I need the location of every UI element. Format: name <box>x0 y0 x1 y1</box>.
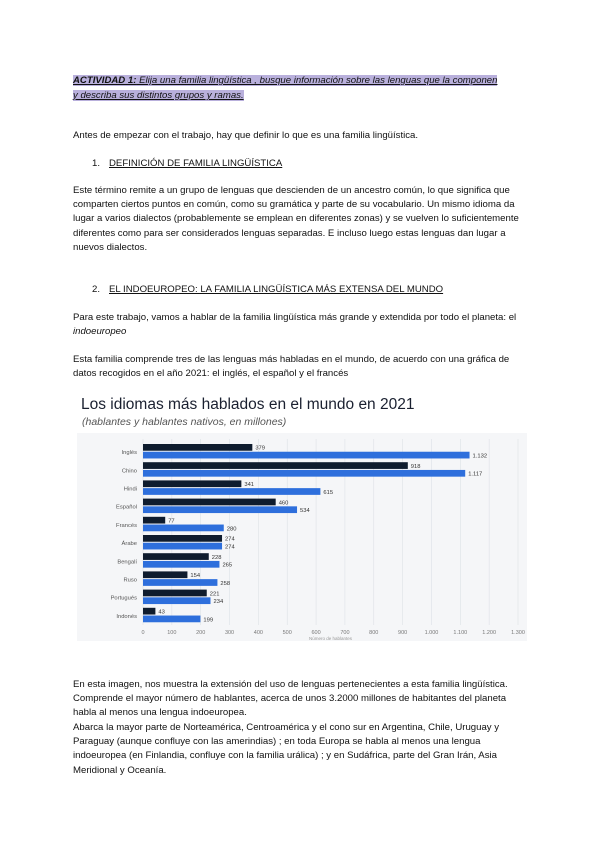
bar-value-label: 265 <box>222 562 233 569</box>
category-label: Francés <box>116 522 137 529</box>
bar <box>143 597 211 604</box>
section1-number: 1. <box>92 158 101 169</box>
bar-value-label: 77 <box>168 518 175 525</box>
bar-value-label: 341 <box>244 482 255 489</box>
category-label: Indonés <box>116 613 137 620</box>
bar <box>143 499 276 506</box>
bar-value-label: 918 <box>410 463 421 470</box>
bar <box>143 535 222 542</box>
bar <box>143 525 224 532</box>
bar <box>143 488 320 495</box>
bar-value-label: 274 <box>225 536 235 543</box>
x-tick-label: 1.100 <box>453 630 468 636</box>
intro-paragraph: Antes de empezar con el trabajo, hay que definir lo que es una familia lingüística. <box>73 130 419 141</box>
section2-p1-italic: indoeuropeo <box>73 326 127 338</box>
bar <box>143 444 252 451</box>
category-label: Bengalí <box>117 559 137 566</box>
activity-label: ACTIVIDAD 1: <box>73 75 137 86</box>
bar-value-label: 228 <box>211 554 222 561</box>
bar <box>143 452 470 459</box>
x-tick-label: 500 <box>282 630 292 636</box>
category-label: Chino <box>121 468 137 475</box>
section2-title: EL INDOEUROPEO: LA FAMILIA LINGÜÍSTICA MÁS EXTENSA DEL MUNDO <box>109 284 444 295</box>
x-tick-label: 1.000 <box>424 630 439 636</box>
bar-value-label: 1.132 <box>472 453 488 460</box>
category-label: Portugués <box>110 595 137 602</box>
category-label: Árabe <box>121 541 137 548</box>
activity-heading <box>73 73 503 103</box>
x-tick-label: 400 <box>253 630 263 636</box>
bar-value-label: 43 <box>158 609 165 616</box>
section2-paragraph-2: Esta familia comprende tres de las lenguas más habladas en el mundo, de acuerdo con una gráfica de datos recogidos en el año 2021: el inglés, el español y el francés <box>73 354 510 380</box>
bar-value-label: 280 <box>226 526 237 533</box>
activity-text: Elija una familia lingüística , busque información sobre las lenguas que la componen y describa sus distintos grupos y ramas. <box>73 75 498 101</box>
bar <box>143 571 187 578</box>
x-tick-label: 600 <box>311 630 321 636</box>
bar <box>143 462 408 469</box>
bar-value-label: 154 <box>190 573 201 580</box>
bar-value-label: 274 <box>225 544 235 551</box>
x-tick-label: 1.200 <box>482 630 497 636</box>
x-tick-label: 1.300 <box>511 630 525 636</box>
x-tick-label: 800 <box>369 630 379 636</box>
section2-paragraph-1 <box>73 311 528 339</box>
bar-value-label: 234 <box>213 599 224 606</box>
bar <box>143 543 222 550</box>
x-axis-label: Número de hablantes <box>308 636 353 641</box>
x-tick-label: 200 <box>196 630 206 636</box>
bar <box>143 506 297 513</box>
x-tick-label: 700 <box>340 630 350 636</box>
bar <box>143 480 241 487</box>
bar-value-label: 534 <box>300 508 310 515</box>
bar-value-label: 379 <box>255 445 265 452</box>
section2-number: 2. <box>92 284 101 295</box>
bar-value-label: 460 <box>278 500 289 507</box>
bar-value-label: 1.117 <box>468 471 483 478</box>
category-label: Ruso <box>123 577 137 584</box>
x-tick-label: 300 <box>224 630 235 636</box>
languages-bar-chart <box>73 393 528 643</box>
x-tick-label: 100 <box>167 630 177 636</box>
section1-title: DEFINICIÓN DE FAMILIA LINGÜÍSTICA <box>109 158 283 169</box>
category-label: Hindi <box>123 486 137 493</box>
chart-title: Los idiomas más hablados en el mundo en 2021 <box>81 396 415 413</box>
bar <box>143 470 465 477</box>
bar <box>143 553 209 560</box>
bar <box>143 561 219 568</box>
bar <box>143 579 217 586</box>
category-label: Español <box>116 504 137 511</box>
bar-value-label: 199 <box>203 617 214 624</box>
x-tick-label: 900 <box>398 630 408 636</box>
bar <box>143 590 207 597</box>
section2-p1-text: Para este trabajo, vamos a hablar de la familia lingüística más grande y extendida por todo el planeta: el <box>73 312 517 323</box>
x-tick-label: 0 <box>141 630 145 636</box>
bar <box>143 616 200 623</box>
section2-paragraph-3: En esta imagen, nos muestra la extensión del uso de lenguas pertenecientes a esta familia lingüística. Comprende el mayor número de hablantes, acerca de unos 3.2000 millones de habitantes del planeta habla al menos una lengua indoeuropea. <box>73 679 508 719</box>
section1-body: Este término remite a un grupo de lenguas que descienden de un ancestro común, lo que significa que comparten ciertos puntos en común, como su gramática y parte de su vocabulario. Un mismo idioma da lugar a varios dialectos (probablemente se emplean en diferentes zonas) y se vuelven lo suficientemente diferentes como para ser considerados lenguas separadas. E incluso luego estas lenguas dan lugar a nuevos dialectos. <box>73 185 519 253</box>
bar-value-label: 258 <box>220 580 231 587</box>
bar <box>143 517 165 524</box>
chart-subtitle: (hablantes y hablantes nativos, en millones) <box>82 416 287 428</box>
bar <box>143 608 155 615</box>
category-label: Inglés <box>121 450 137 457</box>
bar-value-label: 615 <box>323 489 334 496</box>
bar-value-label: 221 <box>209 591 220 598</box>
section2-paragraph-4: Abarca la mayor parte de Norteamérica, Centroamérica y el cono sur en Argentina, Chile, Uruguay y Paraguay (aunque confluye con las amerindias) ; en toda Europa se habla al menos una lengua indoeuropea (en Finlandia, confluye con la familia urálica) ; y en Sudáfrica, parte del Gran Irán, Asia Meridional y Oceanía. <box>73 722 500 776</box>
